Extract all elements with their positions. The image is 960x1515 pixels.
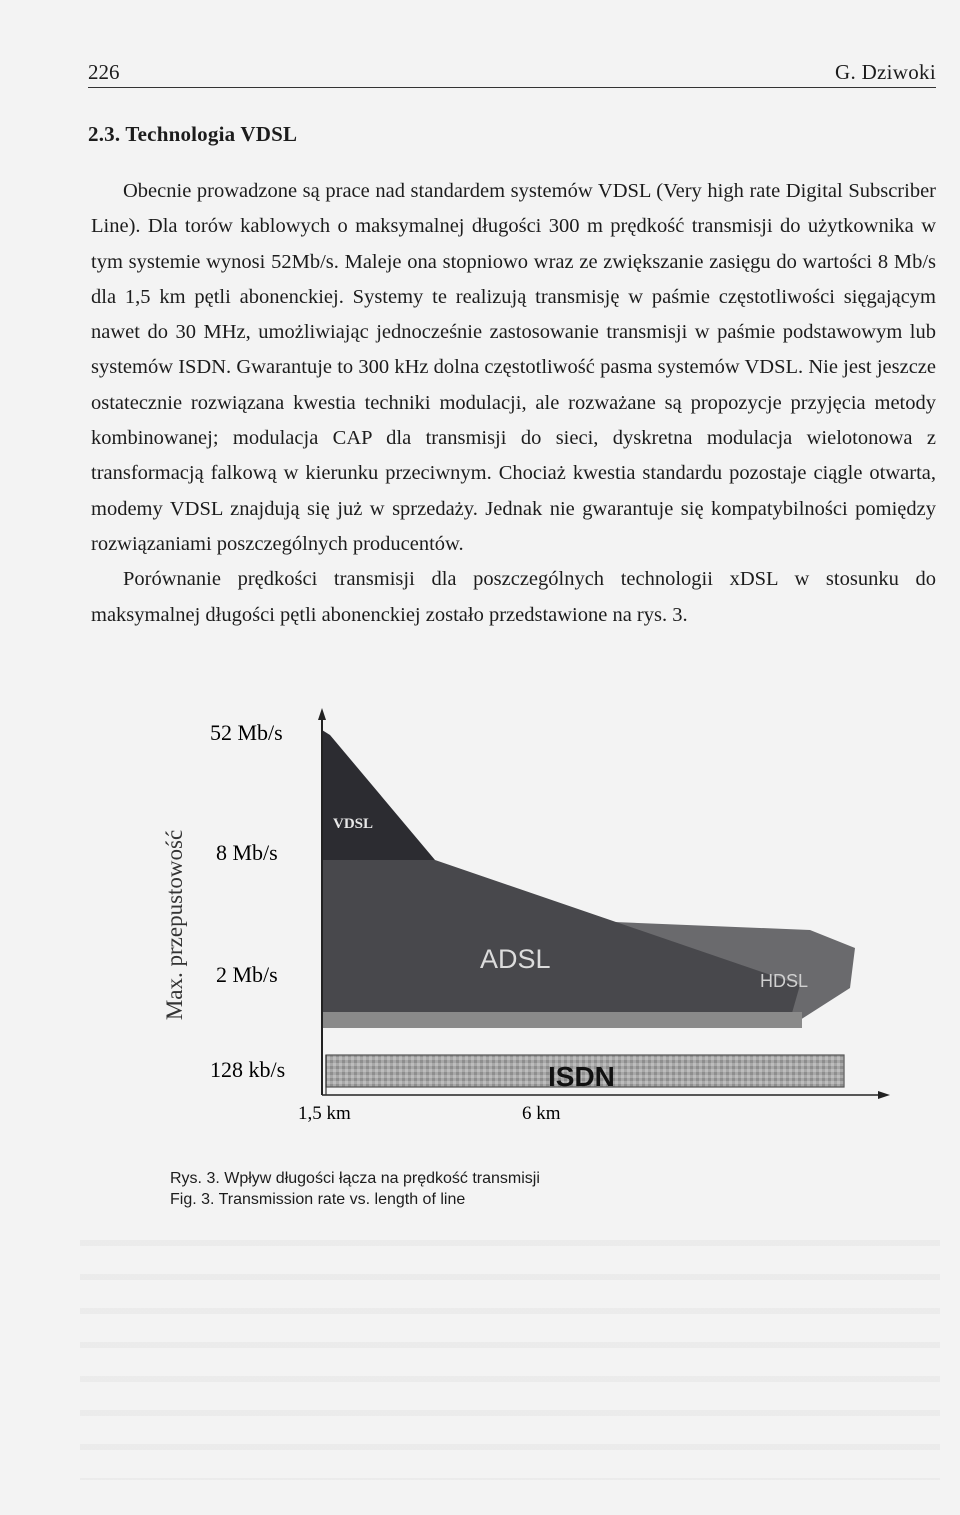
header-rule [88, 87, 936, 88]
paragraph: Porównanie prędkości transmisji dla poszczególnych technologii xDSL w stosunku do maksymalnej długości pętli abonenckiej zostało przedstawione na rys. 3. [91, 568, 936, 626]
region-label-hdsl: HDSL [760, 971, 809, 991]
caption-english: Fig. 3. Transmission rate vs. length of line [170, 1191, 466, 1208]
bleed-through-text [80, 1240, 940, 1480]
paragraph: Obecnie prowadzone są prace nad standardem systemów VDSL (Very high rate Digital Subscriber Line). Dla torów kablowych o maksymalnej długości 300 m prędkość transmisji do użytkownika w tym systemie wynosi 52Mb/s. Maleje ona stopniowo wraz ze zwiększanie zasięgu do wartości 8 Mb/s dla 1,5 km pętli abonenckiej. Systemy te realizują transmisję w paśmie częstotliwości sięgającym nawet do 30 MHz, umożliwiając jednocześnie zastosowanie transmisji w paśmie podstawowym lub systemów ISDN. Gwarantuje to 300 kHz dolna częstotliwość pasma systemów VDSL. Nie jest jeszcze ostatecznie rozwiązana kwestia techniki modulacji, ale rozważane są propozycje przyjęcia metody kombinowanej; modulacja CAP dla transmisji do sieci, dyskretna modulacja wielotonowa z transformacją falkową w kierunku przeciwnym. Chociaż kwestia standardu pozostaje ciągle otwarta, modemy VDSL znajdują się już w sprzedaży. Jednak nie gwarantuje się kompatybilności pomiędzy rozwiązaniami poszczególnych producentów. [91, 180, 936, 555]
y-tick-label: 128 kb/s [210, 1057, 286, 1082]
y-tick-label: 2 Mb/s [216, 962, 278, 987]
page-number: 226 [88, 60, 120, 84]
region-label-vdsl: VDSL [333, 816, 374, 832]
y-axis-label: Max. przepustowość [162, 829, 187, 1021]
y-axis-arrow [318, 708, 326, 720]
y-tick-label: 8 Mb/s [216, 840, 278, 865]
region-label-adsl: ADSL [480, 944, 551, 974]
author-name: G. Dziwoki [835, 60, 936, 84]
y-tick-label: 52 Mb/s [210, 720, 283, 745]
body-text [91, 174, 936, 633]
running-head [88, 56, 936, 90]
x-axis-arrow [878, 1091, 890, 1099]
vdsl-region [322, 730, 435, 860]
region-label-isdn: ISDN [548, 1061, 615, 1092]
figure-transmission-rate [150, 700, 920, 1140]
figure-caption [170, 1168, 540, 1210]
x-tick-label: 1,5 km [298, 1103, 351, 1124]
section-heading: 2.3. Technologia VDSL [88, 122, 298, 146]
caption-polish: Rys. 3. Wpływ długości łącza na prędkość transmisji [170, 1170, 540, 1187]
baseline-band [322, 1012, 802, 1028]
x-tick-label: 6 km [522, 1103, 561, 1124]
